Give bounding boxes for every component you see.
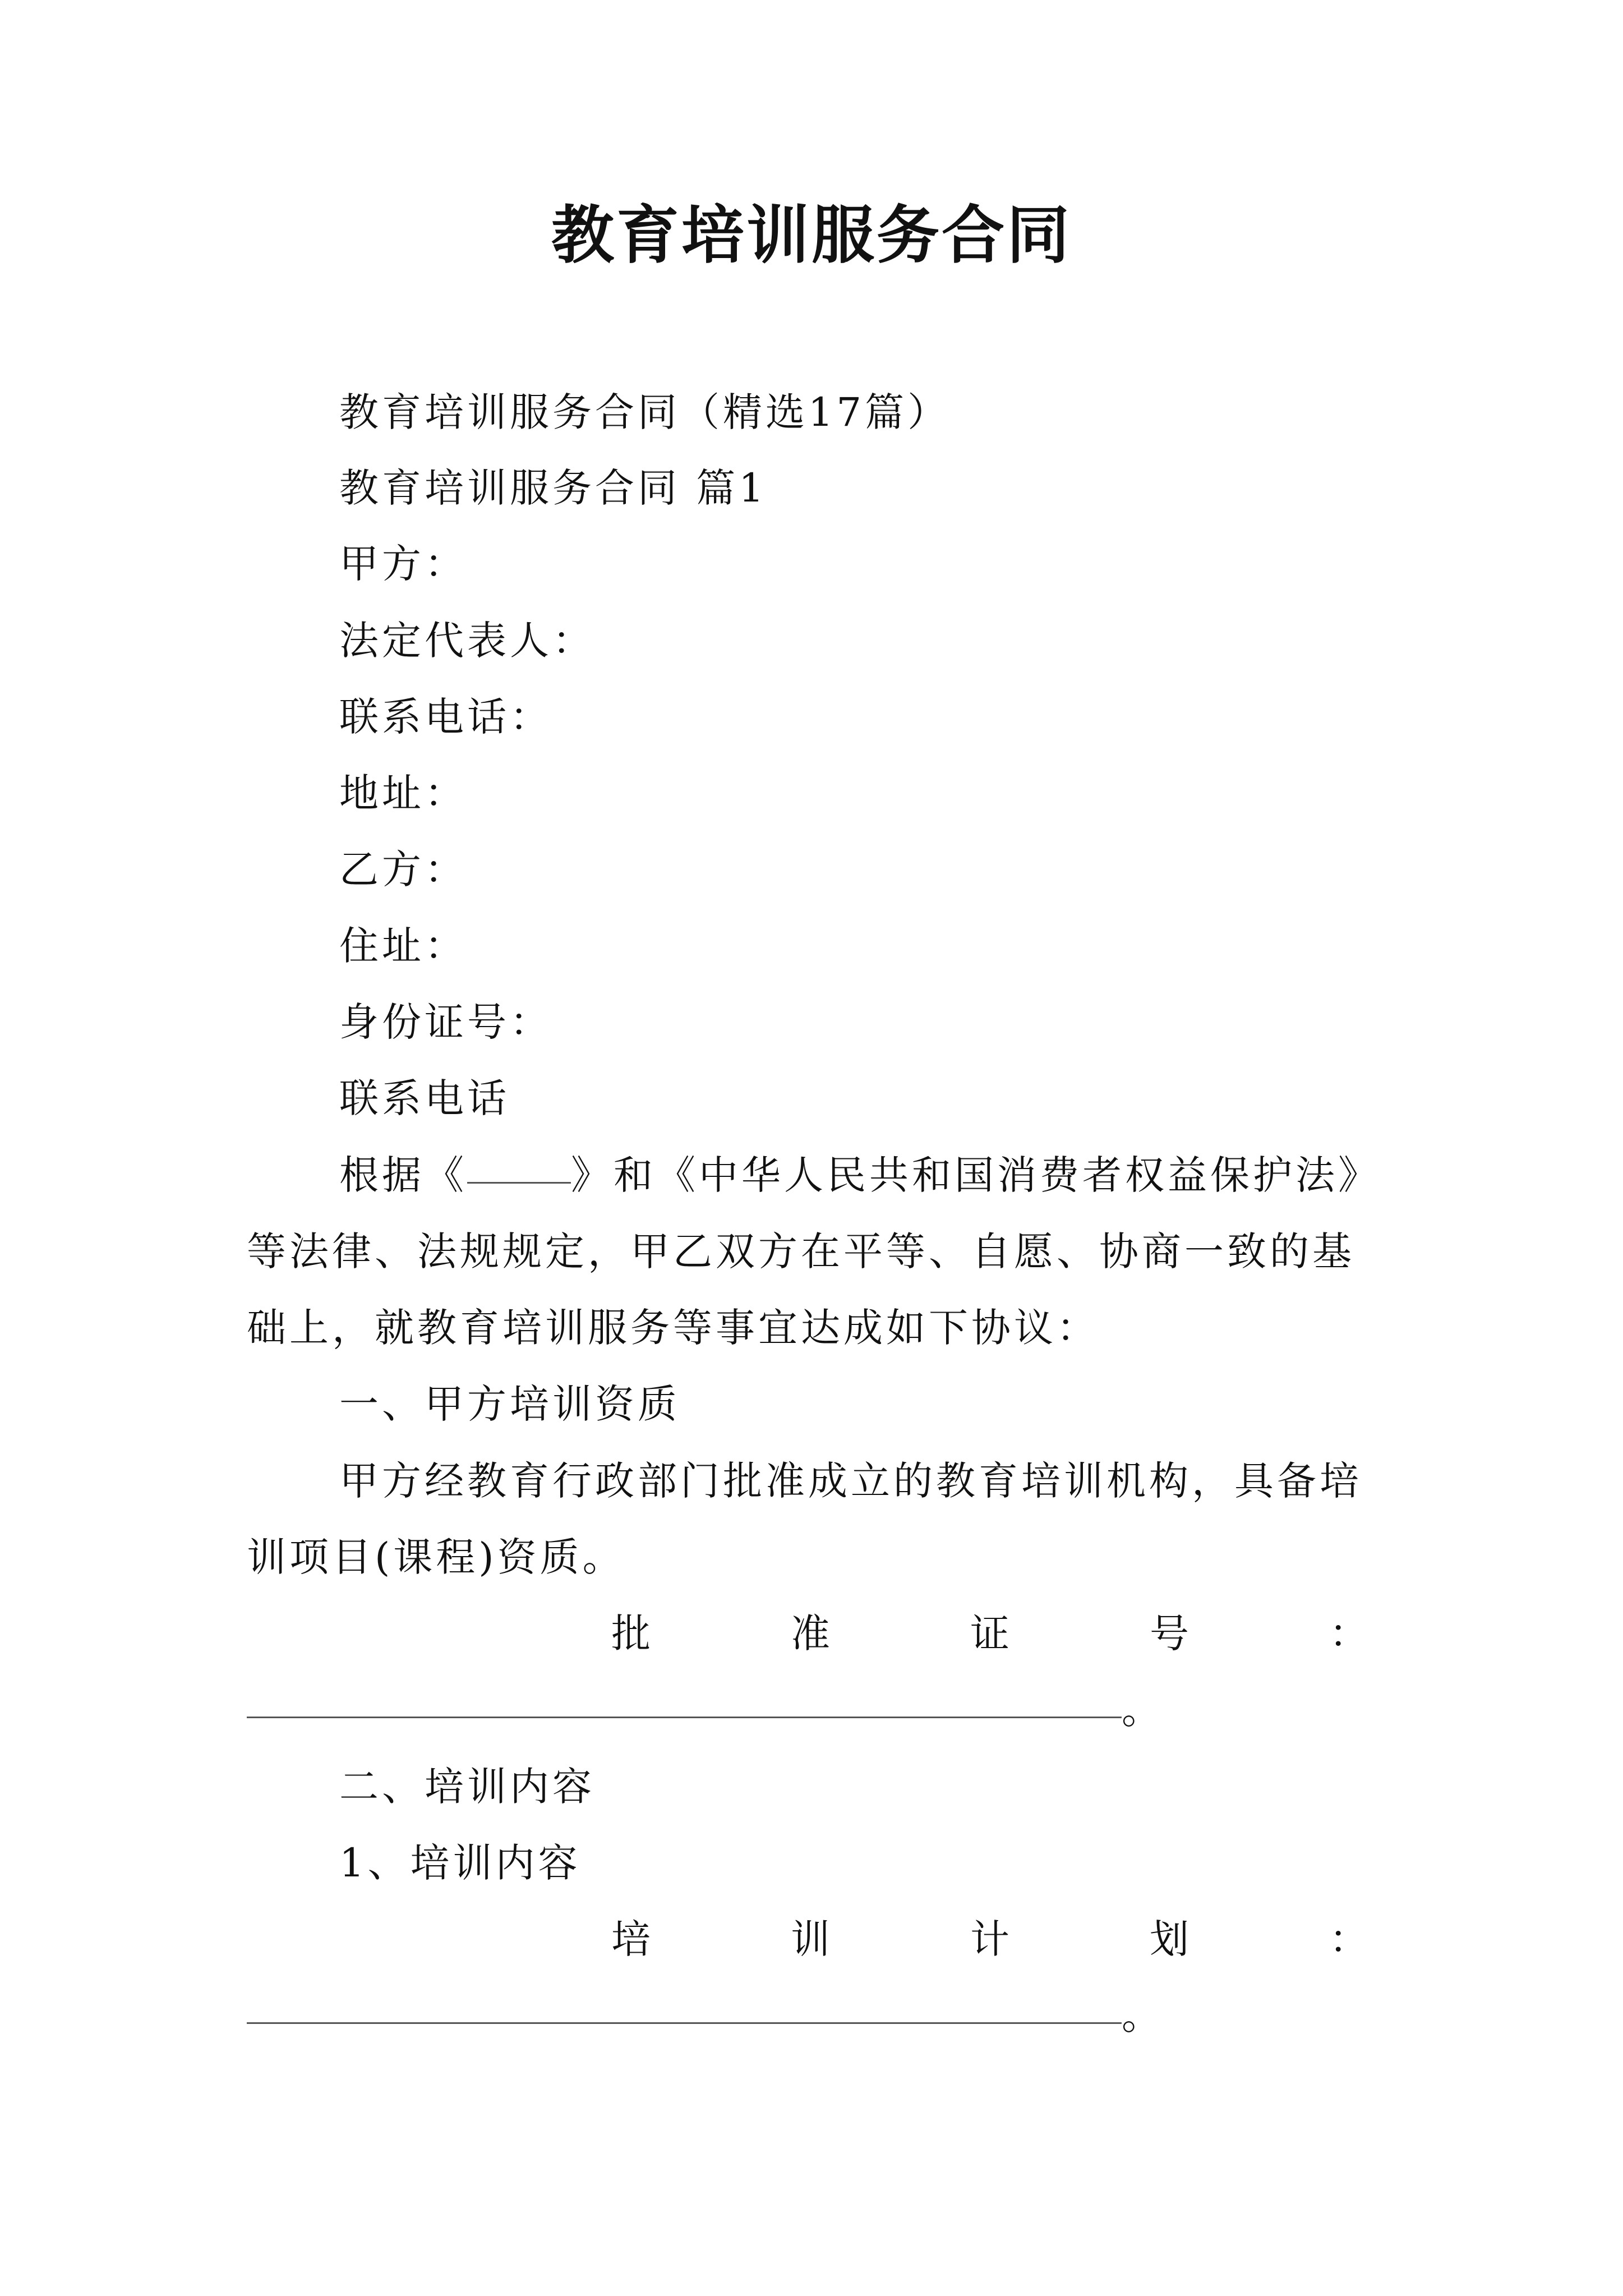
- document-subtitle: 教育培训服务合同（精选17篇）: [339, 389, 951, 435]
- party-b-label: 乙方：: [339, 846, 467, 892]
- approval-number-blank: [247, 1682, 1122, 1718]
- plan-char: ：: [1329, 1916, 1368, 1962]
- approval-char: 准: [791, 1611, 830, 1657]
- approval-number-label: [611, 1605, 1368, 1662]
- law-name-blank: [467, 1147, 571, 1184]
- plan-char: 计: [970, 1916, 1009, 1962]
- plan-char: 培: [611, 1916, 651, 1962]
- party-b-residence-label: 住址：: [339, 923, 467, 969]
- preamble-line-2: 等法律、法规规定，甲乙双方在平等、自愿、协商一致的基: [247, 1228, 1355, 1274]
- training-plan-blank-row: [247, 1987, 1161, 2044]
- party-a-phone-label: 联系电话：: [339, 694, 552, 740]
- approval-char: 批: [611, 1611, 651, 1657]
- plan-char: 划: [1150, 1916, 1189, 1962]
- training-plan-label: [611, 1911, 1368, 1967]
- training-plan-blank: [247, 1987, 1122, 2024]
- approval-char: 证: [970, 1611, 1009, 1657]
- approval-end-mark: 。: [1122, 1687, 1161, 1733]
- preamble-line-1-suffix: 》和《中华人民共和国消费者权益保护法》: [571, 1152, 1381, 1198]
- preamble-line-1-prefix: 根据《: [339, 1152, 467, 1198]
- plan-char: 训: [791, 1916, 830, 1962]
- clause-2-heading: 二、培训内容: [339, 1764, 595, 1810]
- preamble-line-3: 础上，就教育培训服务等事宜达成如下协议：: [247, 1305, 1099, 1351]
- party-a-label: 甲方：: [339, 541, 467, 587]
- clause-1-body-line-2: 训项目(课程)资质。: [247, 1534, 625, 1580]
- clause-1-body-line-1: 甲方经教育行政部门批准成立的教育培训机构，具备培: [339, 1458, 1362, 1504]
- document-title: 教育培训服务合同: [551, 199, 1072, 272]
- party-b-phone-label: 联系电话: [339, 1075, 510, 1121]
- clause-2-sub-heading: 1、培训内容: [339, 1840, 581, 1886]
- approval-char: ：: [1329, 1611, 1368, 1657]
- approval-number-blank-row: [247, 1682, 1161, 1738]
- preamble-line-1: [339, 1147, 1381, 1203]
- party-a-legal-rep-label: 法定代表人：: [339, 618, 595, 664]
- approval-char: 号: [1150, 1611, 1189, 1657]
- party-a-address-label: 地址：: [339, 770, 467, 816]
- clause-1-heading: 一、甲方培训资质: [339, 1381, 680, 1427]
- section-heading: 教育培训服务合同 篇1: [339, 465, 767, 511]
- party-b-id-label: 身份证号：: [339, 999, 552, 1045]
- plan-end-mark: 。: [1122, 1993, 1161, 2039]
